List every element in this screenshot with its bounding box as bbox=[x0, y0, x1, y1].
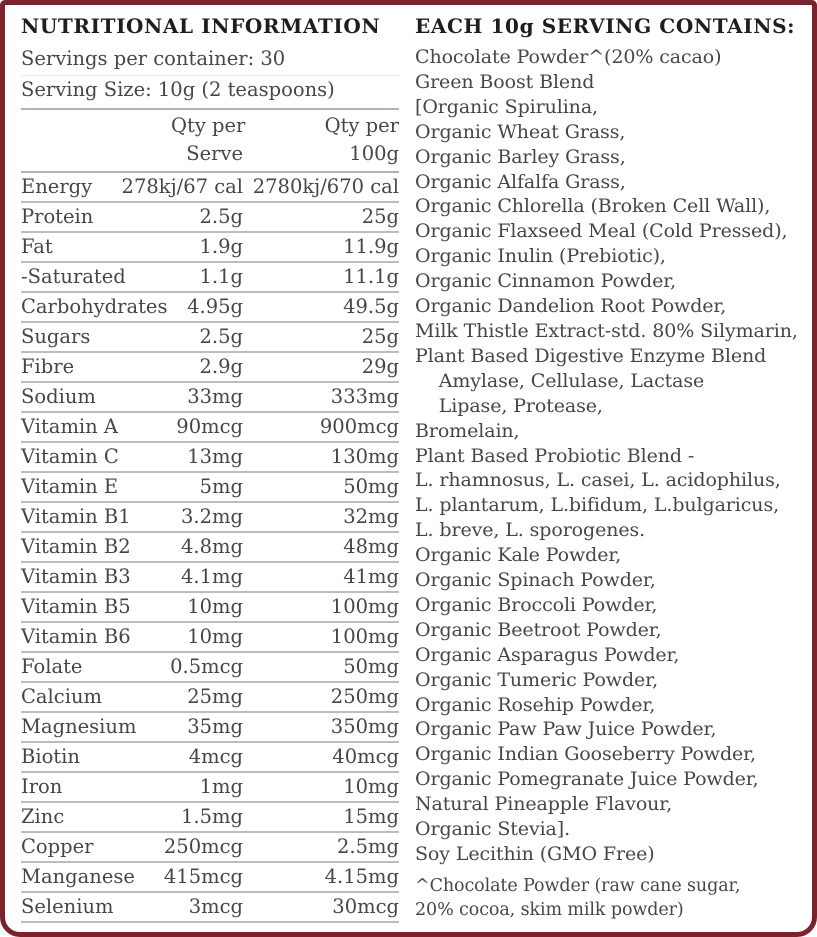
nutrient-label: -Saturated bbox=[21, 262, 171, 292]
ingredient-line: Plant Based Probiotic Blend - bbox=[415, 444, 695, 467]
qty-per-serve-value: 1.1g bbox=[199, 265, 243, 288]
table-row bbox=[21, 562, 399, 592]
qty-per-serve-value: 90mcg bbox=[176, 415, 243, 438]
nutrient-label: Protein bbox=[21, 202, 171, 232]
table-row bbox=[21, 532, 399, 562]
qty-per-100g-value: 100mg bbox=[330, 595, 399, 618]
qty-per-100g-value-cell bbox=[243, 352, 399, 382]
qty-per-serve-value: 2.5g bbox=[199, 325, 243, 348]
nutrient-label: Folate bbox=[21, 652, 171, 682]
qty-per-serve-value-cell bbox=[171, 502, 243, 532]
table-row bbox=[21, 742, 399, 772]
nutrient-label: Manganese bbox=[21, 862, 171, 892]
header-qty-per-100g bbox=[243, 110, 399, 172]
qty-per-serve-value: 278kj/67 cal bbox=[121, 175, 243, 198]
ingredient-line: Organic Rosehip Powder, bbox=[415, 693, 656, 716]
qty-per-100g-value: 29g bbox=[361, 355, 399, 378]
nutrient-label: Zinc bbox=[21, 802, 171, 832]
qty-per-serve-value-cell bbox=[121, 172, 243, 202]
serving-contents-section bbox=[415, 11, 798, 924]
ingredient-line: Lipase, Protease, bbox=[415, 394, 603, 417]
nutrition-table bbox=[21, 110, 399, 923]
qty-per-serve-value-cell bbox=[171, 772, 243, 802]
qty-per-serve-value: 1.5mg bbox=[181, 805, 243, 828]
ingredient-line: Organic Broccoli Powder, bbox=[415, 593, 658, 616]
table-row bbox=[21, 262, 399, 292]
qty-per-serve-value: 415mcg bbox=[163, 865, 243, 888]
qty-per-100g-value: 25g bbox=[361, 325, 399, 348]
ingredient-line: Organic Tumeric Powder, bbox=[415, 668, 659, 691]
serving-size-line: Serving Size: 10g (2 teaspoons) bbox=[21, 76, 399, 110]
nutrient-label: Calcium bbox=[21, 682, 171, 712]
qty-per-serve-value: 2.9g bbox=[199, 355, 243, 378]
qty-per-100g-value: 2780kj/670 cal bbox=[252, 175, 399, 198]
nutrition-table-header bbox=[21, 110, 399, 172]
qty-per-100g-value-cell bbox=[243, 622, 399, 652]
table-row bbox=[21, 592, 399, 622]
nutrient-label: Fat bbox=[21, 232, 171, 262]
qty-per-serve-value-cell bbox=[171, 322, 243, 352]
table-row bbox=[21, 682, 399, 712]
qty-per-100g-value-cell bbox=[243, 262, 399, 292]
qty-per-serve-value: 4.95g bbox=[187, 295, 243, 318]
qty-per-serve-value-cell bbox=[171, 802, 243, 832]
nutrient-label: Iron bbox=[21, 772, 171, 802]
nutrient-label: Energy bbox=[21, 172, 171, 202]
qty-per-100g-value-cell bbox=[243, 532, 399, 562]
qty-per-100g-value: 130mg bbox=[330, 445, 399, 468]
qty-per-serve-value-cell bbox=[171, 652, 243, 682]
header-serve-line2: Serve bbox=[186, 142, 243, 165]
qty-per-serve-value: 2.5g bbox=[199, 205, 243, 228]
ingredient-line: Organic Beetroot Powder, bbox=[415, 618, 662, 641]
qty-per-serve-value-cell bbox=[171, 892, 243, 922]
qty-per-serve-value-cell bbox=[171, 622, 243, 652]
ingredient-line: Plant Based Digestive Enzyme Blend bbox=[415, 344, 767, 367]
ingredient-line: Organic Flaxseed Meal (Cold Pressed), bbox=[415, 220, 788, 243]
qty-per-100g-value-cell bbox=[243, 202, 399, 232]
qty-per-100g-value-cell bbox=[243, 502, 399, 532]
footnote-line: 20% cocoa, skim milk powder) bbox=[415, 899, 684, 920]
ingredient-line: Organic Dandelion Root Powder, bbox=[415, 295, 727, 318]
qty-per-serve-value: 0.5mcg bbox=[170, 655, 243, 678]
nutrient-label: Sodium bbox=[21, 382, 171, 412]
qty-per-100g-value: 10mg bbox=[343, 775, 399, 798]
qty-per-serve-value: 13mg bbox=[187, 445, 243, 468]
ingredient-line: Organic Stevia]. bbox=[415, 818, 571, 841]
nutrient-label: Vitamin A bbox=[21, 412, 171, 442]
qty-per-100g-value: 333mg bbox=[330, 385, 399, 408]
qty-per-100g-value-cell bbox=[243, 832, 399, 862]
qty-per-100g-value: 32mg bbox=[343, 505, 399, 528]
qty-per-100g-value-cell bbox=[243, 382, 399, 412]
ingredient-line: Bromelain, bbox=[415, 419, 520, 442]
qty-per-100g-value-cell bbox=[243, 802, 399, 832]
footnote-line: ^Chocolate Powder (raw cane sugar, bbox=[415, 875, 741, 896]
nutrition-table-body bbox=[21, 172, 399, 922]
nutrient-label: Selenium bbox=[21, 892, 171, 922]
qty-per-serve-value-cell bbox=[171, 382, 243, 412]
table-row bbox=[21, 502, 399, 532]
ingredient-line: Milk Thistle Extract-std. 80% Silymarin, bbox=[415, 319, 798, 342]
qty-per-serve-value: 10mg bbox=[187, 625, 243, 648]
qty-per-100g-value-cell bbox=[243, 232, 399, 262]
qty-per-100g-value-cell bbox=[243, 862, 399, 892]
nutrition-information-title: NUTRITIONAL INFORMATION bbox=[21, 14, 381, 38]
qty-per-serve-value: 4.1mg bbox=[181, 565, 243, 588]
table-row bbox=[21, 892, 399, 922]
qty-per-serve-value-cell bbox=[171, 232, 243, 262]
nutrient-label: Vitamin B6 bbox=[21, 622, 171, 652]
qty-per-serve-value-cell bbox=[171, 472, 243, 502]
qty-per-100g-value-cell bbox=[243, 472, 399, 502]
table-row bbox=[21, 352, 399, 382]
ingredient-line: L. plantarum, L.bifidum, L.bulgaricus, bbox=[415, 494, 780, 517]
qty-per-serve-value: 1mg bbox=[199, 775, 243, 798]
table-row bbox=[21, 172, 399, 202]
qty-per-100g-value: 40mcg bbox=[332, 745, 399, 768]
ingredient-line: Organic Barley Grass, bbox=[415, 145, 626, 168]
nutrition-information-section bbox=[21, 11, 399, 924]
qty-per-100g-value: 2.5mg bbox=[337, 835, 399, 858]
qty-per-serve-value-cell bbox=[163, 832, 243, 862]
ingredient-line: Organic Kale Powder, bbox=[415, 544, 622, 567]
nutrient-label: Vitamin B5 bbox=[21, 592, 171, 622]
table-row bbox=[21, 772, 399, 802]
table-row bbox=[21, 472, 399, 502]
servings-per-container-line: Servings per container: 30 bbox=[21, 45, 399, 76]
nutrient-label: Vitamin C bbox=[21, 442, 171, 472]
qty-per-serve-value: 4.8mg bbox=[181, 535, 243, 558]
qty-per-100g-value-cell bbox=[243, 292, 399, 322]
qty-per-serve-value-cell bbox=[171, 202, 243, 232]
qty-per-serve-value: 10mg bbox=[187, 595, 243, 618]
ingredient-line: Organic Inulin (Prebiotic), bbox=[415, 245, 666, 268]
table-row bbox=[21, 412, 399, 442]
header-serve-line1: Qty per bbox=[171, 114, 246, 137]
header-row bbox=[21, 110, 399, 172]
qty-per-100g-value-cell bbox=[243, 322, 399, 352]
qty-per-100g-value: 25g bbox=[361, 205, 399, 228]
qty-per-serve-value-cell bbox=[171, 592, 243, 622]
qty-per-serve-value-cell bbox=[171, 742, 243, 772]
qty-per-100g-value-cell bbox=[243, 742, 399, 772]
nutrient-label: Magnesium bbox=[21, 712, 171, 742]
qty-per-serve-value: 3mcg bbox=[188, 895, 243, 918]
table-row bbox=[21, 832, 399, 862]
qty-per-serve-value: 3.2mg bbox=[181, 505, 243, 528]
ingredient-line: L. breve, L. sporogenes. bbox=[415, 519, 646, 542]
ingredient-line: Natural Pineapple Flavour, bbox=[415, 793, 673, 816]
qty-per-serve-value-cell bbox=[171, 562, 243, 592]
header-qty-per-serve bbox=[171, 110, 246, 172]
qty-per-serve-value: 5mg bbox=[199, 475, 243, 498]
qty-per-serve-value: 33mg bbox=[187, 385, 243, 408]
qty-per-serve-value-cell bbox=[163, 862, 243, 892]
nutrient-label: Biotin bbox=[21, 742, 171, 772]
qty-per-100g-value-cell bbox=[243, 772, 399, 802]
qty-per-100g-value: 250mg bbox=[330, 685, 399, 708]
ingredient-line: Organic Spinach Powder, bbox=[415, 569, 656, 592]
qty-per-serve-value-cell bbox=[171, 412, 243, 442]
nutrient-label: Copper bbox=[21, 832, 171, 862]
table-row bbox=[21, 232, 399, 262]
table-row bbox=[21, 442, 399, 472]
ingredient-line: Organic Wheat Grass, bbox=[415, 120, 626, 143]
table-row bbox=[21, 202, 399, 232]
ingredient-line: L. rhamnosus, L. casei, L. acidophilus, bbox=[415, 469, 781, 492]
ingredient-line: Organic Asparagus Powder, bbox=[415, 643, 680, 666]
nutrient-label: Vitamin B3 bbox=[21, 562, 171, 592]
qty-per-100g-value: 4.15mg bbox=[324, 865, 399, 888]
qty-per-100g-value-cell bbox=[243, 172, 399, 202]
ingredient-line: Soy Lecithin (GMO Free) bbox=[415, 843, 655, 865]
qty-per-100g-value: 49.5g bbox=[343, 295, 399, 318]
ingredient-line: Green Boost Blend bbox=[415, 70, 595, 93]
ingredient-line: Organic Cinnamon Powder, bbox=[415, 270, 677, 293]
qty-per-100g-value: 50mg bbox=[343, 475, 399, 498]
nutrient-label: Fibre bbox=[21, 352, 171, 382]
table-row bbox=[21, 802, 399, 832]
qty-per-serve-value-cell bbox=[171, 292, 243, 322]
ingredient-line: Organic Paw Paw Juice Powder, bbox=[415, 718, 717, 741]
nutrient-label: Vitamin E bbox=[21, 472, 171, 502]
ingredient-line: Organic Pomegranate Juice Powder, bbox=[415, 768, 759, 791]
qty-per-100g-value: 100mg bbox=[330, 625, 399, 648]
qty-per-100g-value: 900mcg bbox=[319, 415, 399, 438]
ingredients-list bbox=[415, 45, 798, 867]
header-empty-cell bbox=[21, 110, 171, 172]
nutrient-label: Sugars bbox=[21, 322, 171, 352]
qty-per-100g-value-cell bbox=[243, 562, 399, 592]
qty-per-serve-value: 1.9g bbox=[199, 235, 243, 258]
qty-per-100g-value: 15mg bbox=[343, 805, 399, 828]
ingredient-line: Chocolate Powder^(20% cacao) bbox=[415, 46, 722, 68]
nutrient-label: Vitamin B2 bbox=[21, 532, 171, 562]
ingredient-line: Organic Chlorella (Broken Cell Wall), bbox=[415, 195, 771, 218]
qty-per-100g-value: 30mcg bbox=[332, 895, 399, 918]
qty-per-100g-value: 11.1g bbox=[343, 265, 399, 288]
header-100g-line2: 100g bbox=[349, 142, 399, 165]
qty-per-100g-value: 350mg bbox=[330, 715, 399, 738]
qty-per-100g-value-cell bbox=[243, 682, 399, 712]
table-row bbox=[21, 652, 399, 682]
qty-per-100g-value: 50mg bbox=[343, 655, 399, 678]
ingredient-line: Amylase, Cellulase, Lactase bbox=[415, 369, 705, 392]
ingredient-line: Organic Alfalfa Grass, bbox=[415, 170, 626, 193]
qty-per-serve-value-cell bbox=[171, 712, 243, 742]
qty-per-100g-value-cell bbox=[243, 592, 399, 622]
qty-per-100g-value: 41mg bbox=[343, 565, 399, 588]
qty-per-serve-value: 4mcg bbox=[188, 745, 243, 768]
qty-per-100g-value-cell bbox=[243, 412, 399, 442]
qty-per-serve-value-cell bbox=[171, 532, 243, 562]
serving-contents-title: EACH 10g SERVING CONTAINS: bbox=[415, 14, 796, 38]
table-row bbox=[21, 292, 399, 322]
footnote bbox=[415, 874, 798, 922]
table-row bbox=[21, 862, 399, 892]
table-row bbox=[21, 322, 399, 352]
qty-per-serve-value-cell bbox=[171, 262, 243, 292]
qty-per-100g-value-cell bbox=[243, 712, 399, 742]
qty-per-100g-value: 11.9g bbox=[343, 235, 399, 258]
table-row bbox=[21, 622, 399, 652]
table-row bbox=[21, 712, 399, 742]
qty-per-serve-value-cell bbox=[171, 442, 243, 472]
header-100g-line1: Qty per bbox=[324, 114, 399, 137]
table-row bbox=[21, 382, 399, 412]
qty-per-serve-value-cell bbox=[171, 352, 243, 382]
nutrient-label: Vitamin B1 bbox=[21, 502, 171, 532]
qty-per-100g-value-cell bbox=[243, 652, 399, 682]
qty-per-serve-value: 25mg bbox=[187, 685, 243, 708]
qty-per-serve-value-cell bbox=[171, 682, 243, 712]
nutrient-label: Carbohydrates bbox=[21, 292, 171, 322]
ingredient-line: Organic Indian Gooseberry Powder, bbox=[415, 743, 756, 766]
ingredient-line: [Organic Spirulina, bbox=[415, 95, 598, 118]
qty-per-100g-value-cell bbox=[243, 442, 399, 472]
qty-per-100g-value: 48mg bbox=[343, 535, 399, 558]
qty-per-serve-value: 250mcg bbox=[163, 835, 243, 858]
qty-per-100g-value-cell bbox=[243, 892, 399, 922]
qty-per-serve-value: 35mg bbox=[187, 715, 243, 738]
